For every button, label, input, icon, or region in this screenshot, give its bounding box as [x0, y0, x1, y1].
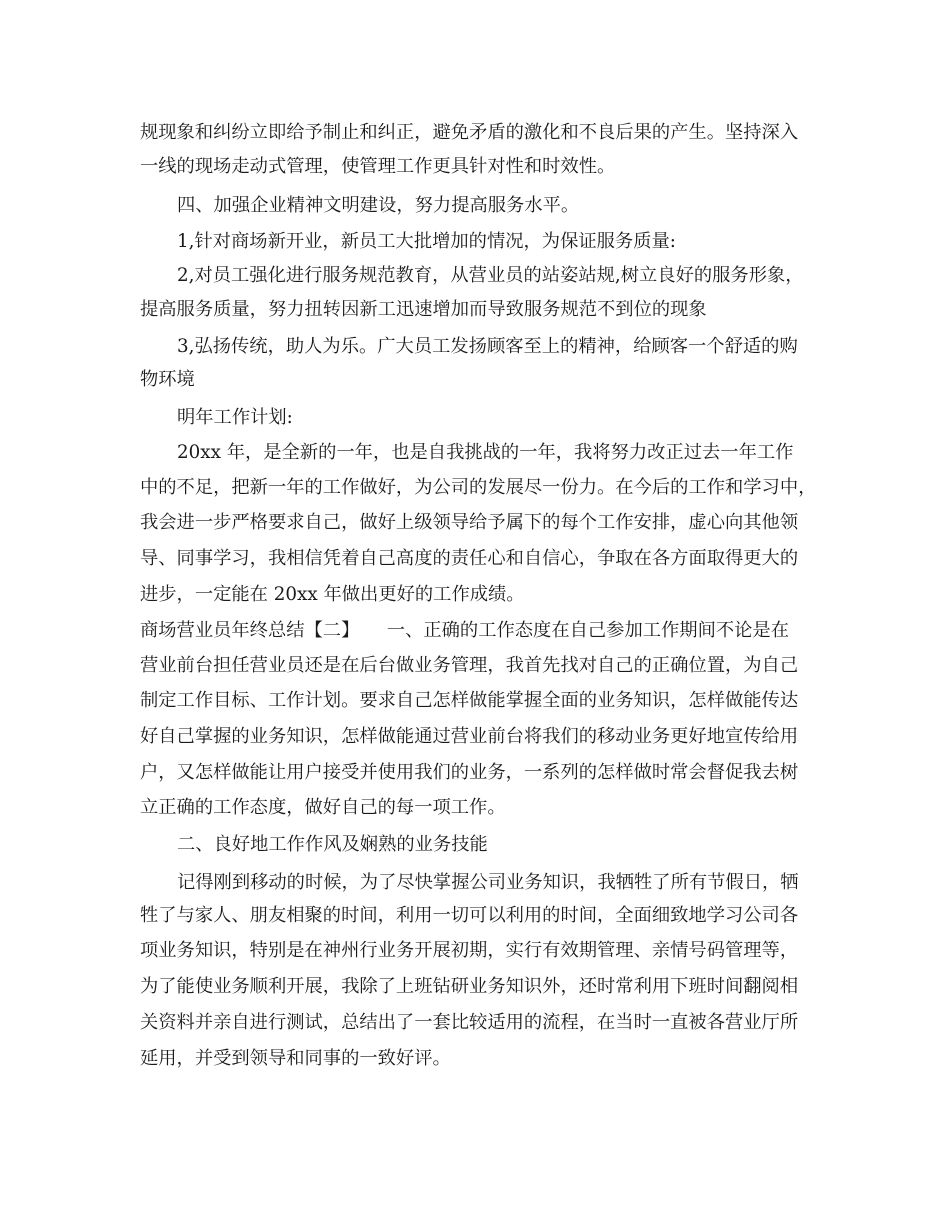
- text-line: 一线的现场走动式管理，使管理工作更具针对性和时效性。: [140, 156, 616, 177]
- list-item: 1,针对商场新开业，新员工大批增加的情况，为保证服务质量:: [177, 231, 676, 252]
- section-heading: 四、加强企业精神文明建设，努力提高服务水平。: [177, 195, 580, 216]
- section-heading: 二、良好地工作作风及娴熟的业务技能: [177, 834, 488, 855]
- text-line: 进步，一定能在 20xx 年做出更好的工作成绩。: [140, 584, 525, 605]
- text-line: 项业务知识，特别是在神州行业务开展初期，实行有效期管理、亲情号码管理等，: [140, 940, 799, 961]
- text-line: 物环境: [140, 369, 195, 390]
- text-line: 营业前台担任营业员还是在后台做业务管理，我首先找对自己的正确位置，为自己: [140, 655, 799, 676]
- section-title-line: 商场营业员年终总结【二】 一、正确的工作态度在自己参加工作期间不论是在: [140, 620, 789, 641]
- text-line: 延用，并受到领导和同事的一致好评。: [140, 1048, 451, 1069]
- text-line: 规现象和纠纷立即给予制止和纠正，避免矛盾的激化和不良后果的产生。坚持深入: [140, 122, 799, 143]
- list-item: 3,弘扬传统，助人为乐。广大员工发扬顾客至上的精神，给顾客一个舒适的购: [177, 336, 798, 357]
- text-line: 立正确的工作态度，做好自己的每一项工作。: [140, 797, 506, 818]
- text-line: 好自己掌握的业务知识，怎样做能通过营业前台将我们的移动业务更好地宣传给用: [140, 726, 799, 747]
- list-item: 2,对员工强化进行服务规范教育，从营业员的站姿站规,树立良好的服务形象，: [177, 265, 804, 286]
- text-line: 我会进一步严格要求自己，做好上级领导给予属下的每个工作安排，虚心向其他领: [140, 512, 799, 533]
- section-heading: 明年工作计划:: [177, 407, 293, 428]
- text-line: 制定工作目标、工作计划。要求自己怎样做能掌握全面的业务知识，怎样做能传达: [140, 690, 799, 711]
- text-line: 提高服务质量，努力扭转因新工迅速增加而导致服务规范不到位的现象: [140, 299, 707, 320]
- text-line: 户，又怎样做能让用户接受并使用我们的业务，一系列的怎样做时常会督促我去树: [140, 762, 799, 783]
- text-line: 牲了与家人、朋友相聚的时间，利用一切可以利用的时间，全面细致地学习公司各: [140, 905, 799, 926]
- text-line: 导、同事学习，我相信凭着自己高度的责任心和自信心，争取在各方面取得更大的: [140, 548, 799, 569]
- text-line: 中的不足，把新一年的工作做好，为公司的发展尽一份力。在今后的工作和学习中，: [140, 477, 817, 498]
- text-line: 为了能使业务顺利开展，我除了上班钻研业务知识外，还时常利用下班时间翻阅相: [140, 976, 799, 997]
- text-line: 记得刚到移动的时候，为了尽快掌握公司业务知识，我牺牲了所有节假日，牺: [177, 872, 799, 893]
- text-line: 20xx 年，是全新的一年，也是自我挑战的一年，我将努力改正过去一年工作: [177, 442, 794, 463]
- text-line: 关资料并亲自进行测试，总结出了一套比较适用的流程，在当时一直被各营业厅所: [140, 1012, 799, 1033]
